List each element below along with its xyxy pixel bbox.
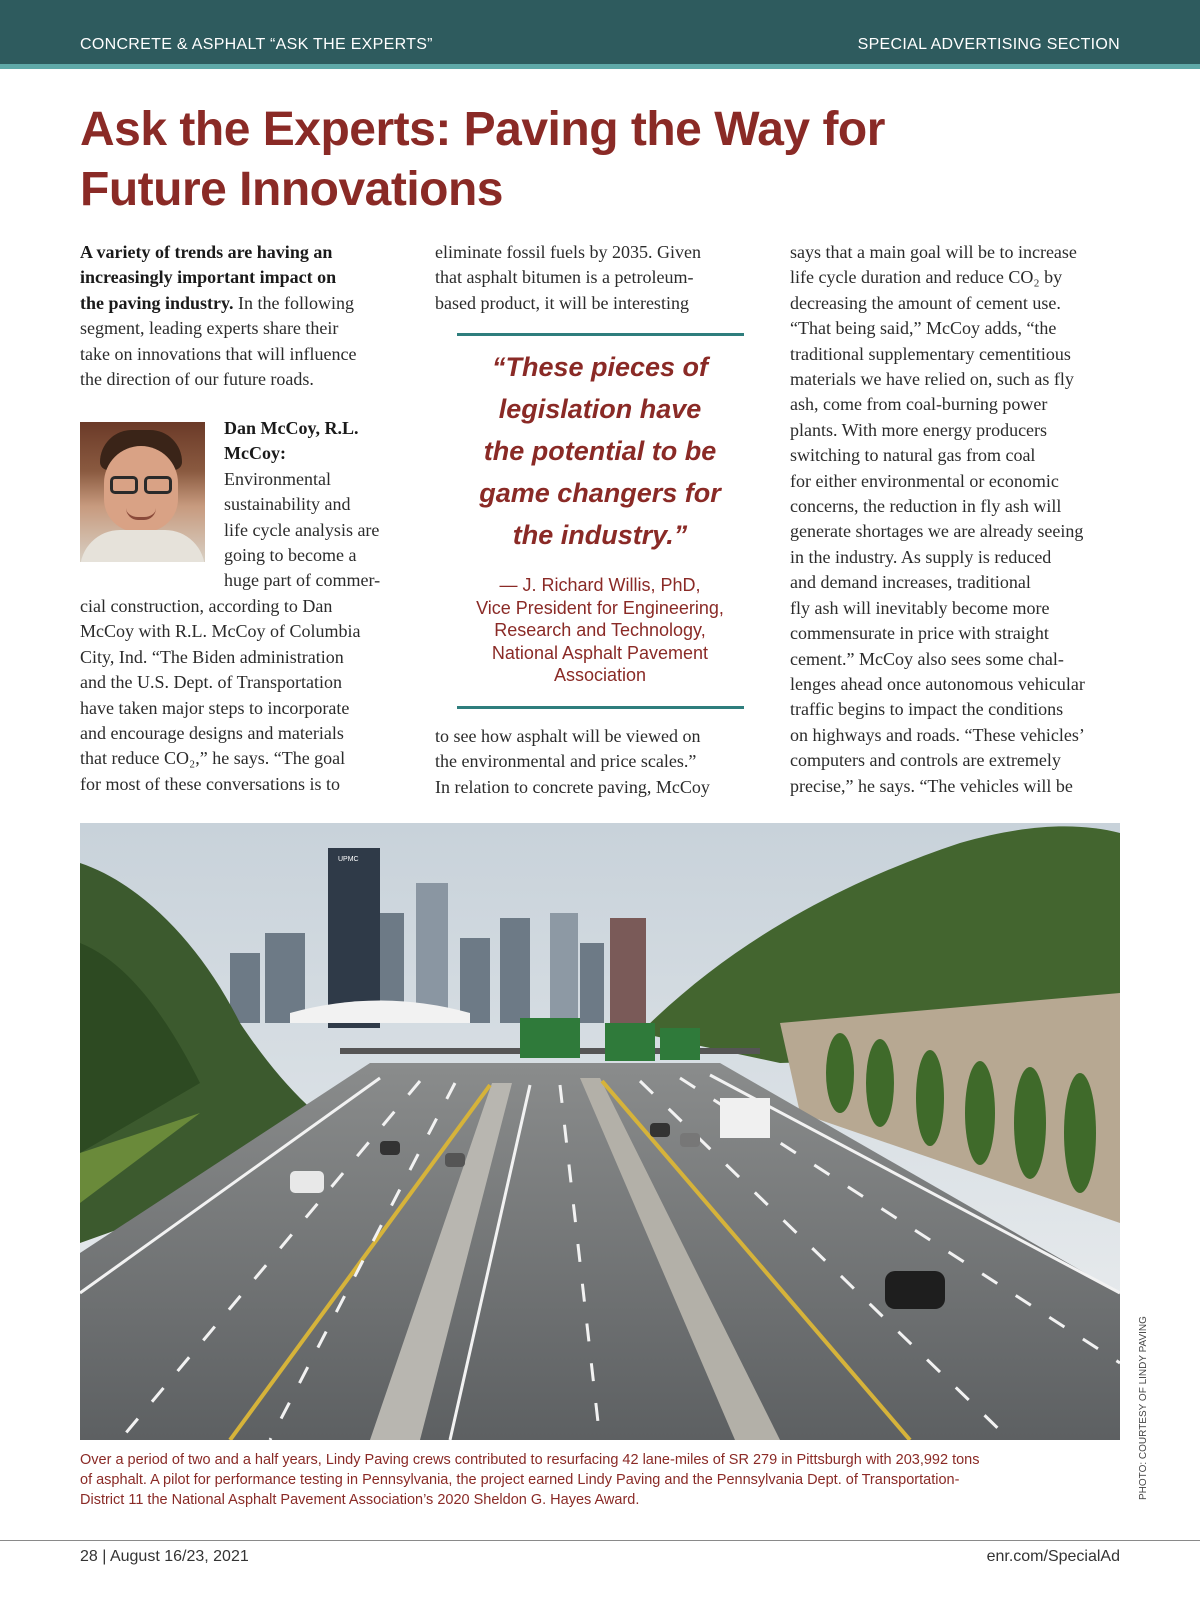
body-line: precise,” he says. “The vehicles will be xyxy=(790,775,1073,796)
body-line: that reduce CO₂,” he says. “The goal xyxy=(80,748,346,769)
footer-website[interactable]: enr.com/SpecialAd xyxy=(986,1548,1120,1565)
expert-line-5: huge part of commer- xyxy=(224,570,381,591)
body-line: plants. With more energy producers xyxy=(790,419,1048,440)
body-line: fly ash will inevitably become more xyxy=(790,597,1050,618)
building-sign: UPMC xyxy=(338,856,359,863)
body-line: that asphalt bitumen is a petroleum- xyxy=(435,267,694,288)
body-line: In relation to concrete paving, McCoy xyxy=(435,776,710,797)
intro-lead-3: the paving industry. xyxy=(80,292,234,313)
body-line: have taken major steps to incorporate xyxy=(80,697,350,718)
body-line: ash, come from coal-burning power xyxy=(790,394,1048,415)
intro-line-4: segment, leading experts share their xyxy=(80,318,339,339)
section-title-right: SPECIAL ADVERTISING SECTION xyxy=(857,36,1120,53)
body-line: concerns, the reduction in fly ash will xyxy=(790,496,1062,517)
headline-line-1: Ask the Experts: Paving the Way for xyxy=(80,103,885,156)
body-line: eliminate fossil fuels by 2035. Given xyxy=(435,242,701,262)
body-line: generate shortages we are already seeing xyxy=(790,521,1084,542)
expert-line-2: sustainability and xyxy=(224,494,351,515)
body-line: on highways and roads. “These vehicles’ xyxy=(790,724,1085,745)
body-line: traffic begins to impact the conditions xyxy=(790,699,1064,720)
body-line: materials we have relied on, such as fly xyxy=(790,369,1074,390)
body-line: and encourage designs and materials xyxy=(80,723,344,744)
body-line: commensurate in price with straight xyxy=(790,623,1049,644)
body-line: and the U.S. Dept. of Transportation xyxy=(80,672,342,693)
intro-line-6: the direction of our future roads. xyxy=(80,369,314,390)
attribution-line: Association xyxy=(553,665,647,685)
expert-line-4: going to become a xyxy=(224,545,357,566)
photo-credit: PHOTO: COURTESY OF LINDY PAVING xyxy=(1138,1316,1149,1500)
pull-quote-line: game changers for xyxy=(479,478,721,508)
article-headline xyxy=(80,100,1120,220)
body-line: lenges ahead once autonomous vehicular xyxy=(790,673,1085,694)
pull-quote-line: the industry.” xyxy=(512,520,688,550)
highway-photo xyxy=(80,823,1120,1440)
body-line: for most of these conversations is to xyxy=(80,773,340,794)
body-line: computers and controls are extremely xyxy=(790,750,1061,771)
pull-quote-bottom-rule xyxy=(457,706,744,709)
body-line: life cycle duration and reduce CO₂ by xyxy=(790,267,1063,288)
footer-rule xyxy=(0,1540,1200,1541)
intro-lead-1: A variety of trends are having an xyxy=(80,242,333,262)
body-line: the environmental and price scales.” xyxy=(435,751,697,772)
caption-line: of asphalt. A pilot for performance testing in Pennsylvania, the project earned Lindy Paving and the Pennsylvania Dept. of Transportation- xyxy=(80,1472,960,1488)
body-line: “That being said,” McCoy adds, “the xyxy=(790,318,1057,339)
expert-intro-wrap xyxy=(224,416,400,594)
caption-line: Over a period of two and a half years, Lindy Paving crews contributed to resurfacing 42 lane-miles of SR 279 in Pittsburgh with 203,992 tons xyxy=(80,1452,980,1468)
body-line: City, Ind. “The Biden administration xyxy=(80,646,344,667)
pull-quote-attribution xyxy=(448,574,752,687)
body-line: in the industry. As supply is reduced xyxy=(790,546,1052,567)
expert-line-1: Environmental xyxy=(224,468,331,489)
body-line: decreasing the amount of cement use. xyxy=(790,292,1061,313)
column-2-top xyxy=(435,240,745,316)
header-accent-rule xyxy=(0,64,1200,69)
pull-quote-line: “These pieces of xyxy=(491,352,709,382)
intro-paragraph xyxy=(80,240,400,392)
attribution-line: Research and Technology, xyxy=(494,620,706,640)
section-header-bar xyxy=(0,0,1200,64)
body-line: for either environmental or economic xyxy=(790,470,1059,491)
intro-line-3-rest: In the following xyxy=(233,292,355,313)
pull-quote-line: legislation have xyxy=(498,394,702,424)
body-line: to see how asphalt will be viewed on xyxy=(435,726,701,746)
photo-caption xyxy=(80,1450,1120,1510)
body-line: says that a main goal will be to increase xyxy=(790,242,1077,262)
expert-portrait-photo xyxy=(80,422,205,562)
pull-quote xyxy=(452,346,748,556)
attribution-line: Vice President for Engineering, xyxy=(476,597,724,618)
pull-quote-line: the potential to be xyxy=(483,436,717,466)
body-line: and demand increases, traditional xyxy=(790,572,1031,593)
footer-page-issue: 28 | August 16/23, 2021 xyxy=(80,1548,249,1565)
highway-illustration xyxy=(80,823,1120,1440)
intro-line-5: take on innovations that will influence xyxy=(80,343,357,364)
column-2-bottom xyxy=(435,724,755,800)
body-line: traditional supplementary cementitious xyxy=(790,343,1071,364)
body-line: cial construction, according to Dan xyxy=(80,596,333,616)
column-3 xyxy=(790,240,1125,799)
body-line: based product, it will be interesting xyxy=(435,292,689,313)
body-line: McCoy with R.L. McCoy of Columbia xyxy=(80,621,361,642)
attribution-line: National Asphalt Pavement xyxy=(491,642,709,663)
caption-line: District 11 the National Asphalt Pavement Association’s 2020 Sheldon G. Hayes Award. xyxy=(80,1492,640,1508)
expert-name-1: Dan McCoy, R.L. xyxy=(224,418,359,438)
expert-name-2: McCoy: xyxy=(224,443,286,464)
expert-line-3: life cycle analysis are xyxy=(224,519,380,540)
attribution-line: — J. Richard Willis, PhD, xyxy=(499,575,701,595)
column-1-continued xyxy=(80,594,410,797)
intro-lead-2: increasingly important impact on xyxy=(80,267,337,288)
headline-line-2: Future Innovations xyxy=(80,163,503,216)
pull-quote-top-rule xyxy=(457,333,744,336)
section-title-left: CONCRETE & ASPHALT “ASK THE EXPERTS” xyxy=(80,36,433,53)
body-line: switching to natural gas from coal xyxy=(790,445,1036,466)
body-line: cement.” McCoy also sees some chal- xyxy=(790,648,1064,669)
